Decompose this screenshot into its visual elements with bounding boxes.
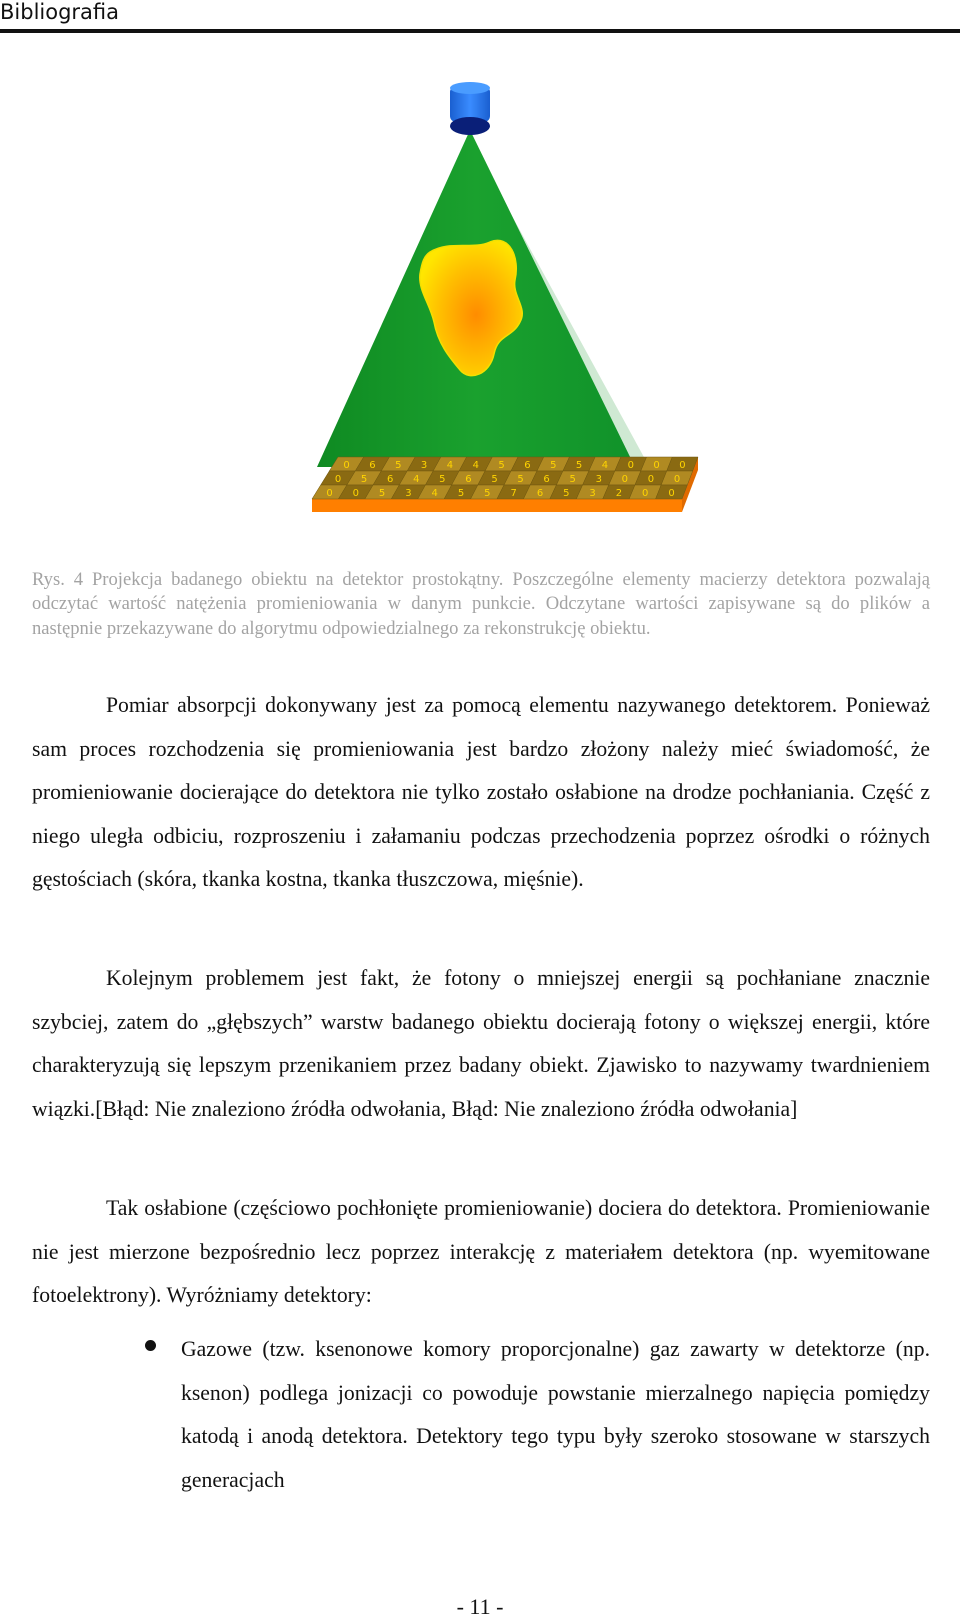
detector-value: 0 [326, 487, 333, 499]
detector-value: 0 [673, 473, 681, 485]
detector-value: 0 [621, 473, 628, 485]
paragraph-beam-hardening [32, 957, 930, 1131]
paragraph-text: Kolejnym problemem jest fakt, że fotony o mniejszej energii są pochłaniane znacznie szybciej, zatem do „głębszych” warstw badanego obiektu docierają fotony o większej energii, które charakteryzują się lepszym przenikaniem przez badany obiekt. Zjawisko to nazywamy twardnieniem wiązki.[Błąd: Nie znaleziono źródła odwołania, Błąd: Nie znaleziono źródła odwołania] [32, 966, 930, 1121]
detector-value: 0 [352, 487, 359, 499]
detector-value: 5 [484, 487, 491, 499]
detector-value: 5 [378, 487, 386, 499]
page-header-title: Bibliografia [0, 0, 120, 24]
detector-value: 3 [420, 459, 428, 471]
detector-value: 0 [668, 487, 675, 499]
detector-value: 6 [369, 459, 376, 471]
detector-value: 4 [413, 473, 420, 485]
xray-source [450, 82, 490, 135]
detector-value: 0 [653, 459, 660, 471]
detector-value: 5 [563, 487, 570, 499]
detector-value: 5 [439, 473, 446, 485]
figure-caption: Rys. 4 Projekcja badanego obiektu na detektor prostokątny. Poszczególne elementy macierzy detektora pozwalają odczytać wartość natężenia promieniowania w danym punkcie. Odczytane wartości zapisywane są do plików a następnie przekazywane do algorytmu odpowiedzialnego za rekonstrukcję obiektu. [32, 569, 930, 639]
detector-value: 0 [642, 487, 649, 499]
projection-diagram [300, 82, 730, 532]
detector-value: 6 [387, 473, 394, 485]
detector-value: 4 [431, 487, 438, 499]
header-rule [0, 29, 960, 33]
detector-value: 3 [405, 487, 412, 499]
detector-value: 3 [595, 473, 602, 485]
bullet-icon [145, 1340, 156, 1351]
detector-value: 6 [543, 473, 550, 485]
detector-value: 5 [457, 487, 465, 499]
detector-value: 6 [536, 487, 544, 499]
detector-value: 4 [601, 459, 609, 471]
detector-value: 5 [491, 473, 498, 485]
detector-value: 5 [517, 473, 524, 485]
detector-matrix [312, 457, 698, 512]
detector-value: 6 [524, 459, 531, 471]
detector-value: 6 [465, 473, 472, 485]
list-item-text: Gazowe (tzw. ksenonowe komory proporcjonalne) gaz zawarty w detektorze (np. ksenon) podlega jonizacji co powoduje powstanie mierzalnego napięcia pomiędzy katodą i anodą detektora. Detektory tego typu były szeroko stosowane w starszych generacjach [181, 1337, 930, 1492]
detector-value: 0 [627, 459, 634, 471]
detector-value: 7 [510, 487, 517, 499]
detector-value: 4 [472, 459, 479, 471]
detector-value: 2 [615, 487, 623, 499]
detector-value: 4 [446, 459, 454, 471]
paragraph-text: Pomiar absorpcji dokonywany jest za pomocą elementu nazywanego detektorem. Ponieważ sam proces rozchodzenia się promieniowania jest bardzo złożony należy mieć świadomość, że promieniowanie docierające do detektora nie tylko zostało osłabione na drodze pochłaniania. Część z niego uległa odbiciu, rozproszeniu i załamaniu podczas przechodzenia poprzez ośrodki o różnych gęstościach (skóra, tkanka kostna, tkanka tłuszczowa, mięśnie). [32, 693, 930, 891]
detector-value: 0 [334, 473, 342, 485]
page-number: - 11 - [456, 1594, 504, 1619]
detector-value: 5 [395, 459, 402, 471]
figure-projection [300, 82, 730, 532]
detector-value: 0 [647, 473, 655, 485]
paragraph-detector-types [32, 1187, 930, 1318]
detector-value: 5 [498, 459, 505, 471]
detector-value: 3 [589, 487, 596, 499]
detector-value: 5 [569, 473, 576, 485]
detector-value: 5 [550, 459, 557, 471]
detector-value: 5 [360, 473, 368, 485]
detector-value: 0 [679, 459, 686, 471]
paragraph-detector-intro [32, 684, 930, 902]
detector-value: 5 [575, 459, 583, 471]
detector-value: 0 [343, 459, 350, 471]
paragraph-text: Tak osłabione (częściowo pochłonięte promieniowanie) dociera do detektora. Promieniowanie nie jest mierzone bezpośrednio lecz poprzez interakcję z materiałem detektora (np. wyemitowane fotoelektrony). Wyróżniamy detektory: [32, 1196, 930, 1307]
